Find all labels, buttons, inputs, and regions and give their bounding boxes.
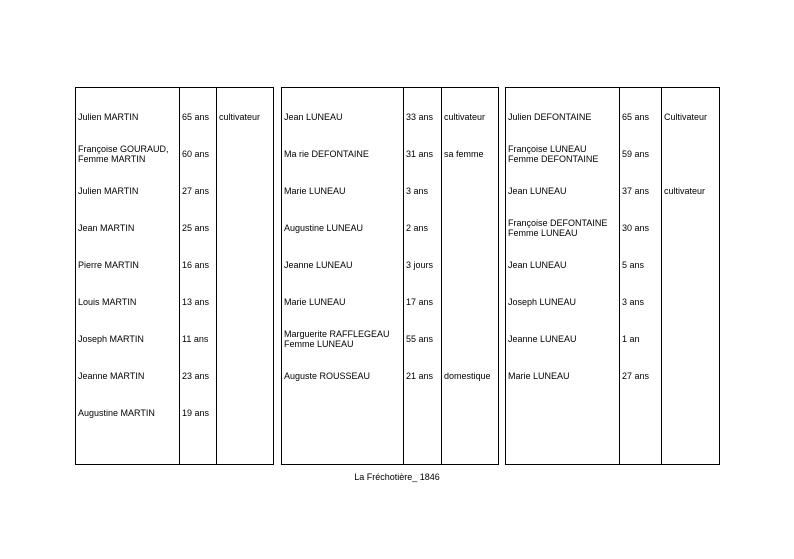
occupation-cell: [662, 283, 720, 320]
table-row: [76, 172, 274, 209]
age-cell: 3 ans: [404, 172, 442, 209]
table-row: [506, 246, 720, 283]
occupation-cell: [442, 246, 499, 283]
table-row: [506, 357, 720, 394]
person-name-cell: Louis MARTIN: [76, 283, 180, 320]
occupation-cell: [217, 283, 274, 320]
person-name-cell: Auguste ROUSSEAU: [282, 357, 404, 394]
age-cell: 5 ans: [620, 246, 662, 283]
person-name-cell: Marie LUNEAU: [506, 357, 620, 394]
person-name-cell: Ma rie DEFONTAINE: [282, 135, 404, 172]
person-name-cell: Jean LUNEAU: [506, 172, 620, 209]
table-row: [506, 394, 720, 431]
person-name-cell: Julien DEFONTAINE: [506, 98, 620, 135]
age-cell: 1 an: [620, 320, 662, 357]
table-row: [76, 320, 274, 357]
person-name-cell: Marie LUNEAU: [282, 172, 404, 209]
person-name-cell: Jeanne LUNEAU: [506, 320, 620, 357]
person-name-cell: Françoise GOURAUD, Femme MARTIN: [76, 135, 180, 172]
occupation-cell: Cultivateur: [662, 98, 720, 135]
age-cell: 3 ans: [620, 283, 662, 320]
occupation-cell: [662, 394, 720, 431]
person-name-cell: Julien MARTIN: [76, 172, 180, 209]
table-row: [282, 394, 499, 431]
person-name-cell: Joseph LUNEAU: [506, 283, 620, 320]
census-table-1: [75, 87, 274, 465]
occupation-cell: [217, 320, 274, 357]
occupation-cell: [442, 209, 499, 246]
table-row: [282, 357, 499, 394]
table-row: [282, 283, 499, 320]
occupation-cell: [217, 209, 274, 246]
table-row: [76, 209, 274, 246]
person-name-cell: Jean LUNEAU: [506, 246, 620, 283]
occupation-cell: [662, 209, 720, 246]
table-row: [282, 320, 499, 357]
occupation-cell: [217, 172, 274, 209]
occupation-cell: cultivateur: [662, 172, 720, 209]
table-row: [76, 394, 274, 431]
occupation-cell: [217, 246, 274, 283]
person-name-cell: Jeanne MARTIN: [76, 357, 180, 394]
occupation-cell: sa femme: [442, 135, 499, 172]
age-cell: 11 ans: [180, 320, 217, 357]
person-name-cell: Marguerite RAFFLEGEAU Femme LUNEAU: [282, 320, 404, 357]
age-cell: 21 ans: [404, 357, 442, 394]
occupation-cell: domestique: [442, 357, 499, 394]
page-caption: La Fréchotière_ 1846: [354, 472, 440, 482]
table-row: [282, 135, 499, 172]
person-name-cell: Jean LUNEAU: [282, 98, 404, 135]
table-row: [506, 98, 720, 135]
person-name-cell: Jean MARTIN: [76, 209, 180, 246]
occupation-cell: [217, 135, 274, 172]
occupation-cell: [662, 320, 720, 357]
age-cell: 65 ans: [620, 98, 662, 135]
person-name-cell: Pierre MARTIN: [76, 246, 180, 283]
age-cell: 3 jours: [404, 246, 442, 283]
person-name-cell: Augustine LUNEAU: [282, 209, 404, 246]
age-cell: 2 ans: [404, 209, 442, 246]
age-cell: 60 ans: [180, 135, 217, 172]
table-row: [506, 135, 720, 172]
age-cell: 17 ans: [404, 283, 442, 320]
person-name-cell: Françoise LUNEAU Femme DEFONTAINE: [506, 135, 620, 172]
occupation-cell: cultivateur: [442, 98, 499, 135]
person-name-cell: Joseph MARTIN: [76, 320, 180, 357]
occupation-cell: [442, 283, 499, 320]
age-cell: 25 ans: [180, 209, 217, 246]
occupation-cell: [662, 357, 720, 394]
person-name-cell: [506, 394, 620, 431]
table-row: [76, 246, 274, 283]
occupation-cell: [662, 135, 720, 172]
person-name-cell: Jeanne LUNEAU: [282, 246, 404, 283]
occupation-cell: [217, 357, 274, 394]
age-cell: 23 ans: [180, 357, 217, 394]
age-cell: 30 ans: [620, 209, 662, 246]
table-row: [506, 209, 720, 246]
person-name-cell: Marie LUNEAU: [282, 283, 404, 320]
census-table-3: [505, 87, 720, 465]
age-cell: [404, 394, 442, 431]
occupation-cell: [217, 394, 274, 431]
occupation-cell: [442, 394, 499, 431]
person-name-cell: Augustine MARTIN: [76, 394, 180, 431]
table-row: [76, 357, 274, 394]
occupation-cell: [442, 320, 499, 357]
table-row: [282, 98, 499, 135]
age-cell: 19 ans: [180, 394, 217, 431]
age-cell: 37 ans: [620, 172, 662, 209]
census-table-2: [281, 87, 499, 465]
occupation-cell: cultivateur: [217, 98, 274, 135]
age-cell: 31 ans: [404, 135, 442, 172]
age-cell: 27 ans: [620, 357, 662, 394]
age-cell: 13 ans: [180, 283, 217, 320]
age-cell: 33 ans: [404, 98, 442, 135]
person-name-cell: [282, 394, 404, 431]
person-name-cell: Julien MARTIN: [76, 98, 180, 135]
table-row: [282, 246, 499, 283]
table-row: [76, 98, 274, 135]
person-name-cell: Françoise DEFONTAINE Femme LUNEAU: [506, 209, 620, 246]
table-row: [282, 209, 499, 246]
table-row: [76, 135, 274, 172]
age-cell: 59 ans: [620, 135, 662, 172]
age-cell: 16 ans: [180, 246, 217, 283]
table-row: [506, 172, 720, 209]
table-row: [76, 283, 274, 320]
table-row: [506, 320, 720, 357]
table-row: [282, 172, 499, 209]
age-cell: 27 ans: [180, 172, 217, 209]
occupation-cell: [662, 246, 720, 283]
age-cell: 55 ans: [404, 320, 442, 357]
occupation-cell: [442, 172, 499, 209]
age-cell: 65 ans: [180, 98, 217, 135]
age-cell: [620, 394, 662, 431]
table-row: [506, 283, 720, 320]
